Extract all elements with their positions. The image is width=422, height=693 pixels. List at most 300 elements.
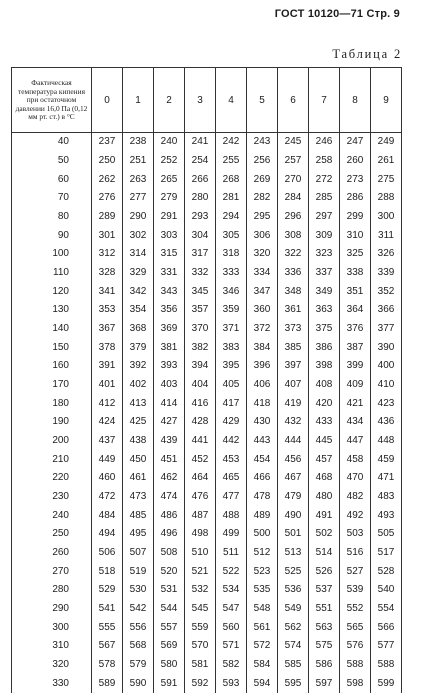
value-cell: 529 xyxy=(92,581,123,600)
value-cell: 476 xyxy=(185,488,216,507)
value-cell: 379 xyxy=(123,338,154,357)
page-header: ГОСТ 10120—71 Стр. 9 xyxy=(0,8,400,20)
value-cell: 447 xyxy=(340,432,371,451)
value-cell: 559 xyxy=(185,618,216,637)
value-cell: 412 xyxy=(92,394,123,413)
value-cell: 516 xyxy=(340,544,371,563)
value-cell: 495 xyxy=(123,525,154,544)
table-row xyxy=(12,637,402,656)
value-cell: 364 xyxy=(340,301,371,320)
value-cell: 255 xyxy=(216,152,247,171)
value-cell: 480 xyxy=(309,488,340,507)
value-cell: 568 xyxy=(123,637,154,656)
value-cell: 387 xyxy=(340,338,371,357)
value-cell: 471 xyxy=(371,469,402,488)
table-row xyxy=(12,432,402,451)
temperature-cell: 60 xyxy=(12,170,92,189)
value-cell: 428 xyxy=(185,413,216,432)
value-cell: 537 xyxy=(309,581,340,600)
value-cell: 465 xyxy=(216,469,247,488)
value-cell: 541 xyxy=(92,600,123,619)
value-cell: 549 xyxy=(278,600,309,619)
value-cell: 266 xyxy=(185,170,216,189)
value-cell: 341 xyxy=(92,282,123,301)
table-body xyxy=(12,133,402,693)
value-cell: 491 xyxy=(309,506,340,525)
digit-column-header: 1 xyxy=(123,68,154,133)
value-cell: 561 xyxy=(247,618,278,637)
temperature-cell: 210 xyxy=(12,450,92,469)
temperature-cell: 320 xyxy=(12,656,92,675)
value-cell: 451 xyxy=(154,450,185,469)
value-cell: 247 xyxy=(340,133,371,152)
value-cell: 360 xyxy=(247,301,278,320)
table-row xyxy=(12,170,402,189)
value-cell: 493 xyxy=(371,506,402,525)
value-cell: 577 xyxy=(371,637,402,656)
value-cell: 331 xyxy=(154,264,185,283)
table-row xyxy=(12,656,402,675)
value-cell: 570 xyxy=(185,637,216,656)
value-cell: 308 xyxy=(278,226,309,245)
temperature-cell: 260 xyxy=(12,544,92,563)
table-row xyxy=(12,581,402,600)
value-cell: 315 xyxy=(154,245,185,264)
temperature-cell: 180 xyxy=(12,394,92,413)
value-cell: 356 xyxy=(154,301,185,320)
table-row xyxy=(12,376,402,395)
value-cell: 280 xyxy=(185,189,216,208)
value-cell: 586 xyxy=(309,656,340,675)
value-cell: 263 xyxy=(123,170,154,189)
value-cell: 436 xyxy=(371,413,402,432)
value-cell: 275 xyxy=(371,170,402,189)
value-cell: 556 xyxy=(123,618,154,637)
value-cell: 347 xyxy=(247,282,278,301)
value-cell: 377 xyxy=(371,320,402,339)
value-cell: 398 xyxy=(309,357,340,376)
table-row xyxy=(12,226,402,245)
temperature-cell: 200 xyxy=(12,432,92,451)
value-cell: 342 xyxy=(123,282,154,301)
value-cell: 296 xyxy=(278,208,309,227)
value-cell: 512 xyxy=(247,544,278,563)
value-cell: 367 xyxy=(92,320,123,339)
value-cell: 329 xyxy=(123,264,154,283)
value-cell: 240 xyxy=(154,133,185,152)
value-cell: 514 xyxy=(309,544,340,563)
value-cell: 306 xyxy=(247,226,278,245)
value-cell: 551 xyxy=(309,600,340,619)
value-cell: 332 xyxy=(185,264,216,283)
value-cell: 503 xyxy=(340,525,371,544)
value-cell: 295 xyxy=(247,208,278,227)
temperature-cell: 170 xyxy=(12,376,92,395)
value-cell: 419 xyxy=(278,394,309,413)
digit-column-header: 0 xyxy=(92,68,123,133)
value-cell: 400 xyxy=(371,357,402,376)
value-cell: 485 xyxy=(123,506,154,525)
value-cell: 334 xyxy=(247,264,278,283)
value-cell: 464 xyxy=(185,469,216,488)
value-cell: 527 xyxy=(340,562,371,581)
value-cell: 320 xyxy=(247,245,278,264)
value-cell: 490 xyxy=(278,506,309,525)
value-cell: 249 xyxy=(371,133,402,152)
value-cell: 589 xyxy=(92,674,123,693)
value-cell: 363 xyxy=(309,301,340,320)
value-cell: 403 xyxy=(154,376,185,395)
value-cell: 257 xyxy=(278,152,309,171)
value-cell: 368 xyxy=(123,320,154,339)
value-cell: 417 xyxy=(216,394,247,413)
value-cell: 386 xyxy=(309,338,340,357)
value-cell: 526 xyxy=(309,562,340,581)
value-cell: 326 xyxy=(371,245,402,264)
value-cell: 371 xyxy=(216,320,247,339)
value-cell: 539 xyxy=(340,581,371,600)
value-cell: 268 xyxy=(216,170,247,189)
value-cell: 414 xyxy=(154,394,185,413)
value-cell: 407 xyxy=(278,376,309,395)
value-cell: 297 xyxy=(309,208,340,227)
value-cell: 281 xyxy=(216,189,247,208)
value-cell: 351 xyxy=(340,282,371,301)
table-row xyxy=(12,133,402,152)
value-cell: 579 xyxy=(123,656,154,675)
temperature-cell: 300 xyxy=(12,618,92,637)
value-cell: 536 xyxy=(278,581,309,600)
temperature-cell: 250 xyxy=(12,525,92,544)
value-cell: 499 xyxy=(216,525,247,544)
value-cell: 359 xyxy=(216,301,247,320)
value-cell: 420 xyxy=(309,394,340,413)
value-cell: 498 xyxy=(185,525,216,544)
temperature-cell: 240 xyxy=(12,506,92,525)
value-cell: 299 xyxy=(340,208,371,227)
temperature-cell: 130 xyxy=(12,301,92,320)
value-cell: 525 xyxy=(278,562,309,581)
value-cell: 479 xyxy=(278,488,309,507)
value-cell: 585 xyxy=(278,656,309,675)
value-cell: 237 xyxy=(92,133,123,152)
value-cell: 425 xyxy=(123,413,154,432)
value-cell: 578 xyxy=(92,656,123,675)
value-cell: 254 xyxy=(185,152,216,171)
value-cell: 261 xyxy=(371,152,402,171)
value-cell: 522 xyxy=(216,562,247,581)
digit-column-header: 9 xyxy=(371,68,402,133)
table-row xyxy=(12,562,402,581)
temperature-cell: 270 xyxy=(12,562,92,581)
value-cell: 376 xyxy=(340,320,371,339)
value-cell: 408 xyxy=(309,376,340,395)
value-cell: 372 xyxy=(247,320,278,339)
value-cell: 272 xyxy=(309,170,340,189)
value-cell: 505 xyxy=(371,525,402,544)
value-cell: 521 xyxy=(185,562,216,581)
value-cell: 349 xyxy=(309,282,340,301)
value-cell: 450 xyxy=(123,450,154,469)
value-cell: 284 xyxy=(278,189,309,208)
table-row xyxy=(12,488,402,507)
value-cell: 511 xyxy=(216,544,247,563)
value-cell: 357 xyxy=(185,301,216,320)
table-row xyxy=(12,674,402,693)
digit-column-header: 4 xyxy=(216,68,247,133)
value-cell: 453 xyxy=(216,450,247,469)
value-cell: 454 xyxy=(247,450,278,469)
value-cell: 251 xyxy=(123,152,154,171)
table-row xyxy=(12,338,402,357)
value-cell: 599 xyxy=(371,674,402,693)
value-cell: 580 xyxy=(154,656,185,675)
value-cell: 496 xyxy=(154,525,185,544)
temperature-cell: 80 xyxy=(12,208,92,227)
value-cell: 346 xyxy=(216,282,247,301)
value-cell: 547 xyxy=(216,600,247,619)
table-row xyxy=(12,189,402,208)
value-cell: 560 xyxy=(216,618,247,637)
value-cell: 590 xyxy=(123,674,154,693)
value-cell: 279 xyxy=(154,189,185,208)
value-cell: 273 xyxy=(340,170,371,189)
value-cell: 584 xyxy=(247,656,278,675)
value-cell: 285 xyxy=(309,189,340,208)
value-cell: 548 xyxy=(247,600,278,619)
value-cell: 338 xyxy=(340,264,371,283)
value-cell: 282 xyxy=(247,189,278,208)
temperature-cell: 330 xyxy=(12,674,92,693)
value-cell: 318 xyxy=(216,245,247,264)
value-cell: 354 xyxy=(123,301,154,320)
table-row xyxy=(12,469,402,488)
value-cell: 406 xyxy=(247,376,278,395)
value-cell: 269 xyxy=(247,170,278,189)
table-caption: Таблица 2 xyxy=(0,47,402,62)
value-cell: 501 xyxy=(278,525,309,544)
value-cell: 245 xyxy=(278,133,309,152)
value-cell: 461 xyxy=(123,469,154,488)
value-cell: 441 xyxy=(185,432,216,451)
value-cell: 325 xyxy=(340,245,371,264)
value-cell: 593 xyxy=(216,674,247,693)
temperature-cell: 280 xyxy=(12,581,92,600)
value-cell: 492 xyxy=(340,506,371,525)
value-cell: 562 xyxy=(278,618,309,637)
value-cell: 276 xyxy=(92,189,123,208)
value-cell: 535 xyxy=(247,581,278,600)
value-cell: 369 xyxy=(154,320,185,339)
value-cell: 540 xyxy=(371,581,402,600)
temperature-cell: 120 xyxy=(12,282,92,301)
value-cell: 385 xyxy=(278,338,309,357)
value-cell: 523 xyxy=(247,562,278,581)
digit-column-header: 7 xyxy=(309,68,340,133)
value-cell: 508 xyxy=(154,544,185,563)
value-cell: 572 xyxy=(247,637,278,656)
value-cell: 395 xyxy=(216,357,247,376)
value-cell: 366 xyxy=(371,301,402,320)
value-cell: 242 xyxy=(216,133,247,152)
value-cell: 434 xyxy=(340,413,371,432)
value-cell: 467 xyxy=(278,469,309,488)
value-cell: 534 xyxy=(216,581,247,600)
table-row xyxy=(12,413,402,432)
value-cell: 473 xyxy=(123,488,154,507)
value-cell: 555 xyxy=(92,618,123,637)
table-row xyxy=(12,600,402,619)
table-row xyxy=(12,282,402,301)
table-row xyxy=(12,264,402,283)
temperature-cell: 50 xyxy=(12,152,92,171)
value-cell: 241 xyxy=(185,133,216,152)
value-cell: 433 xyxy=(309,413,340,432)
value-cell: 484 xyxy=(92,506,123,525)
temperature-cell: 160 xyxy=(12,357,92,376)
value-cell: 531 xyxy=(154,581,185,600)
value-cell: 575 xyxy=(309,637,340,656)
value-cell: 458 xyxy=(340,450,371,469)
value-cell: 581 xyxy=(185,656,216,675)
value-cell: 305 xyxy=(216,226,247,245)
value-cell: 303 xyxy=(154,226,185,245)
value-cell: 409 xyxy=(340,376,371,395)
value-cell: 557 xyxy=(154,618,185,637)
table-row xyxy=(12,208,402,227)
value-cell: 375 xyxy=(309,320,340,339)
value-cell: 384 xyxy=(247,338,278,357)
table-row xyxy=(12,544,402,563)
table-row xyxy=(12,450,402,469)
value-cell: 565 xyxy=(340,618,371,637)
value-cell: 262 xyxy=(92,170,123,189)
table-row xyxy=(12,525,402,544)
value-cell: 288 xyxy=(371,189,402,208)
value-cell: 494 xyxy=(92,525,123,544)
temperature-cell: 230 xyxy=(12,488,92,507)
value-cell: 439 xyxy=(154,432,185,451)
value-cell: 290 xyxy=(123,208,154,227)
value-cell: 429 xyxy=(216,413,247,432)
table-row xyxy=(12,301,402,320)
value-cell: 566 xyxy=(371,618,402,637)
value-cell: 445 xyxy=(309,432,340,451)
value-cell: 424 xyxy=(92,413,123,432)
value-cell: 576 xyxy=(340,637,371,656)
value-cell: 260 xyxy=(340,152,371,171)
value-cell: 532 xyxy=(185,581,216,600)
value-cell: 243 xyxy=(247,133,278,152)
digit-column-header: 6 xyxy=(278,68,309,133)
value-cell: 300 xyxy=(371,208,402,227)
value-cell: 468 xyxy=(309,469,340,488)
value-cell: 317 xyxy=(185,245,216,264)
value-cell: 574 xyxy=(278,637,309,656)
table-row xyxy=(12,618,402,637)
value-cell: 291 xyxy=(154,208,185,227)
value-cell: 588 xyxy=(340,656,371,675)
value-cell: 396 xyxy=(247,357,278,376)
value-cell: 597 xyxy=(309,674,340,693)
value-cell: 478 xyxy=(247,488,278,507)
value-cell: 311 xyxy=(371,226,402,245)
value-cell: 517 xyxy=(371,544,402,563)
value-cell: 545 xyxy=(185,600,216,619)
value-cell: 339 xyxy=(371,264,402,283)
value-cell: 482 xyxy=(340,488,371,507)
value-cell: 410 xyxy=(371,376,402,395)
value-cell: 246 xyxy=(309,133,340,152)
value-cell: 397 xyxy=(278,357,309,376)
temperature-column-header: Фактическая температура кипения при остаточном давлении 16,0 Па (0,12 мм рт. ст.) в °С xyxy=(12,68,92,133)
temperature-cell: 310 xyxy=(12,637,92,656)
value-cell: 393 xyxy=(154,357,185,376)
temperature-cell: 190 xyxy=(12,413,92,432)
value-cell: 404 xyxy=(185,376,216,395)
value-cell: 418 xyxy=(247,394,278,413)
value-cell: 353 xyxy=(92,301,123,320)
value-cell: 594 xyxy=(247,674,278,693)
temperature-cell: 220 xyxy=(12,469,92,488)
temperature-cell: 40 xyxy=(12,133,92,152)
value-cell: 286 xyxy=(340,189,371,208)
value-cell: 542 xyxy=(123,600,154,619)
value-cell: 598 xyxy=(340,674,371,693)
value-cell: 421 xyxy=(340,394,371,413)
digit-column-header: 8 xyxy=(340,68,371,133)
value-cell: 336 xyxy=(278,264,309,283)
value-cell: 456 xyxy=(278,450,309,469)
value-cell: 519 xyxy=(123,562,154,581)
value-cell: 554 xyxy=(371,600,402,619)
table-row xyxy=(12,506,402,525)
value-cell: 470 xyxy=(340,469,371,488)
value-cell: 304 xyxy=(185,226,216,245)
value-cell: 337 xyxy=(309,264,340,283)
value-cell: 520 xyxy=(154,562,185,581)
value-cell: 477 xyxy=(216,488,247,507)
value-cell: 460 xyxy=(92,469,123,488)
value-cell: 312 xyxy=(92,245,123,264)
value-cell: 373 xyxy=(278,320,309,339)
value-cell: 457 xyxy=(309,450,340,469)
table-row xyxy=(12,357,402,376)
value-cell: 448 xyxy=(371,432,402,451)
value-cell: 238 xyxy=(123,133,154,152)
value-cell: 452 xyxy=(185,450,216,469)
value-cell: 352 xyxy=(371,282,402,301)
value-cell: 513 xyxy=(278,544,309,563)
value-cell: 592 xyxy=(185,674,216,693)
value-cell: 591 xyxy=(154,674,185,693)
value-cell: 474 xyxy=(154,488,185,507)
value-cell: 502 xyxy=(309,525,340,544)
value-cell: 588 xyxy=(371,656,402,675)
value-cell: 595 xyxy=(278,674,309,693)
value-cell: 567 xyxy=(92,637,123,656)
value-cell: 378 xyxy=(92,338,123,357)
value-cell: 552 xyxy=(340,600,371,619)
value-cell: 293 xyxy=(185,208,216,227)
value-cell: 382 xyxy=(185,338,216,357)
value-cell: 544 xyxy=(154,600,185,619)
value-cell: 438 xyxy=(123,432,154,451)
value-cell: 506 xyxy=(92,544,123,563)
value-cell: 302 xyxy=(123,226,154,245)
value-cell: 310 xyxy=(340,226,371,245)
temperature-cell: 70 xyxy=(12,189,92,208)
